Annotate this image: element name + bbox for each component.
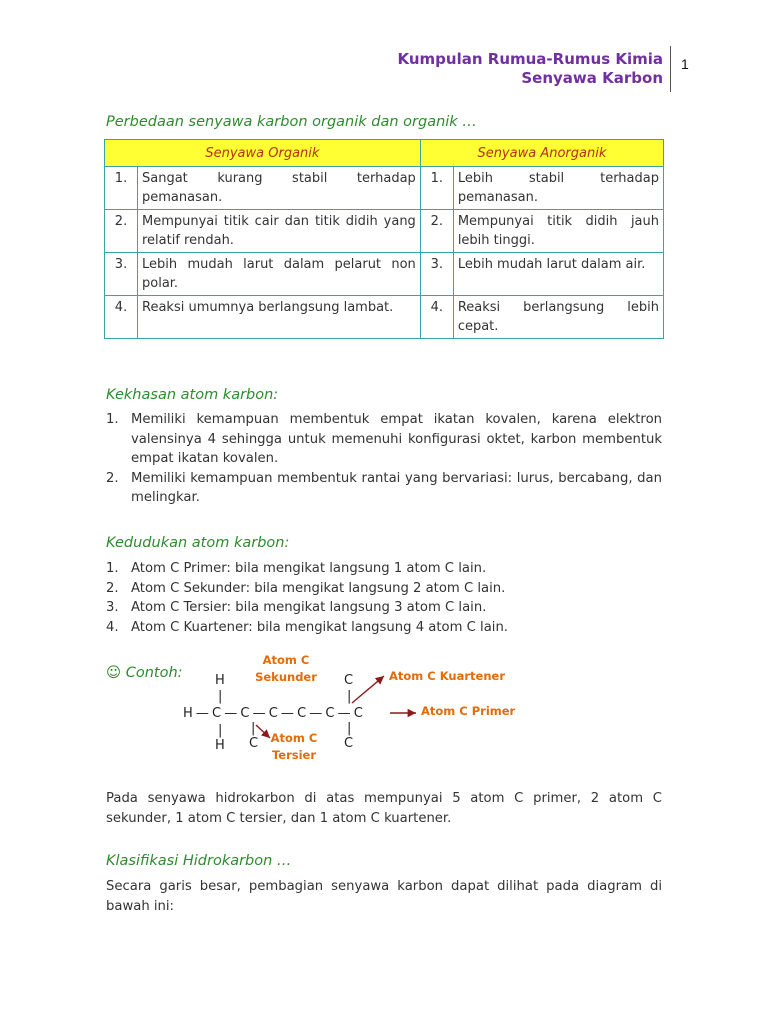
- summary-paragraph: Pada senyawa hidrokarbon di atas mempunyai 5 atom C primer, 2 atom C sekunder, 1 atom C tersier, dan 1 atom C kuartener.: [106, 791, 662, 826]
- cell-anorganik: Lebih stabil terhadap pemanasan.: [453, 167, 663, 210]
- bond-vertical: |: [347, 689, 352, 704]
- section-title-perbedaan: Perbedaan senyawa karbon organik dan organik …: [106, 114, 477, 130]
- row-number: 4.: [420, 296, 453, 339]
- list-number: 1.: [106, 412, 119, 427]
- cell-organik: Mempunyai titik cair dan titik didih yang relatif rendah.: [138, 210, 421, 253]
- label-line: Atom C: [262, 653, 310, 667]
- row-number: 1.: [105, 167, 138, 210]
- label-line: Atom C: [270, 731, 318, 745]
- bond-vertical: |: [218, 689, 223, 704]
- list-number: 4.: [106, 619, 119, 635]
- header-subtitle: Senyawa Karbon: [521, 69, 663, 87]
- row-number: 4.: [105, 296, 138, 339]
- arrow-tersier: [256, 725, 270, 738]
- row-number: 2.: [420, 210, 453, 253]
- section-title-kedudukan: Kedudukan atom karbon:: [106, 535, 290, 551]
- row-number: 3.: [105, 253, 138, 296]
- atom-h-top: H: [215, 673, 225, 688]
- atom-c-branch-bottom-right: C: [344, 736, 354, 751]
- atom-c-branch-top: C: [344, 673, 354, 688]
- label-line: Tersier: [271, 748, 317, 762]
- list-text: Atom C Primer: bila mengikat langsung 1 atom C lain.: [131, 561, 487, 576]
- list-text: Memiliki kemampuan membentuk rantai yang bervariasi: lurus, bercabang, dan melingkar.: [131, 470, 662, 505]
- list-text: Atom C Kuartener: bila mengikat langsung 4 atom C lain.: [131, 619, 508, 635]
- cell-organik: Reaksi umumnya berlangsung lambat.: [138, 296, 421, 339]
- list-number: 2.: [106, 580, 119, 596]
- cell-anorganik: Lebih mudah larut dalam air.: [453, 253, 663, 296]
- bond-vertical: |: [347, 721, 352, 736]
- row-number: 2.: [105, 210, 138, 253]
- example-label: ☺ Contoh:: [106, 665, 183, 681]
- arrow-kuartener: [352, 676, 384, 703]
- list-number: 3.: [106, 600, 119, 615]
- header-title: Kumpulan Rumua-Rumus Kimia: [397, 50, 663, 68]
- bond-vertical: |: [218, 723, 223, 738]
- label-atom-c-primer: Atom C Primer: [421, 704, 516, 718]
- main-chain: H — C — C — C — C — C — C: [183, 706, 363, 721]
- list-number: 2.: [106, 470, 119, 486]
- section-title-klasifikasi: Klasifikasi Hidrokarbon …: [106, 853, 292, 869]
- list-text: Atom C Tersier: bila mengikat langsung 3 atom C lain.: [131, 600, 487, 615]
- list-text: Memiliki kemampuan membentuk empat ikatan kovalen, karena elektron valensinya 4 sehingga untuk memenuhi konfigurasi oktet, karbon membentuk empat ikatan kovalen.: [131, 412, 662, 466]
- row-number: 3.: [420, 253, 453, 296]
- column-header-anorganik: Senyawa Anorganik: [420, 140, 663, 167]
- column-header-organik: Senyawa Organik: [105, 140, 421, 167]
- row-number: 1.: [420, 167, 453, 210]
- label-line: Sekunder: [255, 670, 317, 684]
- klasifikasi-paragraph: Secara garis besar, pembagian senyawa karbon dapat dilihat pada diagram di bawah ini:: [106, 879, 662, 914]
- cell-organik: Lebih mudah larut dalam pelarut non polar.: [138, 253, 421, 296]
- list-number: 1.: [106, 561, 119, 576]
- list-text: Atom C Sekunder: bila mengikat langsung 2 atom C lain.: [131, 580, 506, 596]
- cell-organik: Sangat kurang stabil terhadap pemanasan.: [138, 167, 421, 210]
- atom-h-bottom: H: [215, 738, 225, 753]
- page-number: 1: [681, 56, 689, 72]
- atom-c-branch-bottom-left: C: [249, 736, 259, 751]
- cell-anorganik: Reaksi berlangsung lebih cepat.: [453, 296, 663, 339]
- bond-vertical: |: [251, 721, 256, 736]
- section-title-kekhasan: Kekhasan atom karbon:: [106, 387, 279, 403]
- cell-anorganik: Mempunyai titik didih jauh lebih tinggi.: [453, 210, 663, 253]
- label-atom-c-kuartener: Atom C Kuartener: [389, 669, 506, 683]
